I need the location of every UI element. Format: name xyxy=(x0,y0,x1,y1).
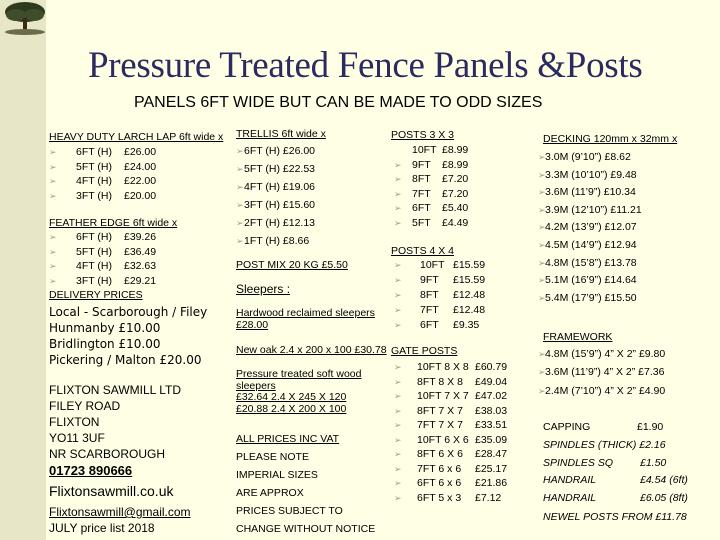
arrow-bullet-icon: ➢ xyxy=(49,147,57,157)
handrail-price: £6.05 (8ft) xyxy=(640,492,688,504)
arrow-bullet-icon: ➢ xyxy=(394,449,402,459)
gate-post-price: £21.86 xyxy=(475,477,508,489)
post-mix-price: POST MIX 20 KG £5.50 xyxy=(236,259,348,271)
arrow-bullet-icon: ➢ xyxy=(394,290,402,300)
decking-row: 4.8M (15’8”) £13.78 xyxy=(545,256,637,269)
capping-price: £1.90 xyxy=(637,421,664,433)
row-price: £29.21 xyxy=(124,274,157,287)
gate-post-price: £33.51 xyxy=(475,419,508,431)
row-size: 3FT (H) xyxy=(76,189,112,202)
arrow-bullet-icon: ➢ xyxy=(394,188,402,199)
section-heading-trellis: TRELLIS 6ft wide x xyxy=(236,128,326,140)
arrow-bullet-icon: ➢ xyxy=(538,386,546,396)
website-link: Flixtonsawmill.co.uk xyxy=(49,483,174,499)
row-size: 6FT (H) xyxy=(76,146,112,158)
row-price: £22.00 xyxy=(124,175,157,187)
arrow-bullet-icon: ➢ xyxy=(394,478,402,488)
arrow-bullet-icon: ➢ xyxy=(538,367,546,377)
decking-row: 4.2M (13’9”) £12.07 xyxy=(545,221,637,234)
row-price: £20.00 xyxy=(124,189,157,202)
arrow-bullet-icon: ➢ xyxy=(538,349,546,359)
softwood-sleepers-line: Pressure treated soft wood xyxy=(236,368,362,380)
trellis-row: 5FT (H) £22.53 xyxy=(244,163,316,175)
row-size: 6FT (H) xyxy=(76,231,112,243)
arrow-bullet-icon: ➢ xyxy=(236,200,244,210)
newel-posts: NEWEL POSTS FROM £11.78 xyxy=(543,511,687,523)
arrow-bullet-icon: ➢ xyxy=(538,169,546,180)
post-price: £7.20 xyxy=(442,187,469,200)
post-size: 10FT xyxy=(420,259,445,271)
arrow-bullet-icon: ➢ xyxy=(394,217,402,228)
section-heading-posts-4x4: POSTS 4 X 4 xyxy=(391,245,455,257)
row-price: £39.26 xyxy=(124,231,157,243)
notice-line: CHANGE WITHOUT NOTICE xyxy=(236,523,376,535)
arrow-bullet-icon: ➢ xyxy=(538,187,546,198)
trellis-row: 2FT (H) £12.13 xyxy=(244,217,316,229)
post-price: £7.20 xyxy=(442,173,469,185)
arrow-bullet-icon: ➢ xyxy=(538,275,546,286)
row-size: 4FT (H) xyxy=(76,260,112,272)
post-price: £8.99 xyxy=(442,158,469,171)
decking-row: 3.3M (10’10”) £9.48 xyxy=(545,168,637,181)
address-line: FLIXTON xyxy=(49,415,100,429)
left-sidebar-band xyxy=(0,0,46,540)
delivery-line: Bridlington £10.00 xyxy=(49,337,161,351)
delivery-line: Local - Scarborough / Filey xyxy=(49,305,208,319)
decking-row: 3.6M (11’9”) £10.34 xyxy=(545,186,636,199)
arrow-bullet-icon: ➢ xyxy=(394,260,402,270)
section-heading-framework: FRAMEWORK xyxy=(543,331,613,343)
vat-notice: ALL PRICES INC VAT xyxy=(236,433,340,445)
row-size: 5FT (H) xyxy=(76,245,112,258)
capping-label: CAPPING xyxy=(543,421,591,433)
section-heading-heavy-duty: HEAVY DUTY LARCH LAP 6ft wide x xyxy=(49,131,224,143)
arrow-bullet-icon: ➢ xyxy=(538,240,546,250)
address-line: FILEY ROAD xyxy=(49,399,121,413)
spindles-thick: SPINDLES (THICK) £2.16 xyxy=(543,439,666,451)
section-heading-decking: DECKING 120mm x 32mm x xyxy=(543,133,678,145)
arrow-bullet-icon: ➢ xyxy=(49,176,57,186)
decking-row: 5.4M (17’9”) £15.50 xyxy=(545,291,637,304)
arrow-bullet-icon: ➢ xyxy=(49,161,57,172)
arrow-bullet-icon: ➢ xyxy=(394,376,402,387)
arrow-bullet-icon: ➢ xyxy=(394,434,402,445)
post-price: £4.49 xyxy=(442,216,469,229)
gate-post-size: 8FT 8 X 8 xyxy=(417,375,463,388)
arrow-bullet-icon: ➢ xyxy=(538,152,546,162)
gate-post-price: £60.79 xyxy=(475,361,508,373)
address-line: NR SCARBOROUGH xyxy=(49,447,166,461)
arrow-bullet-icon: ➢ xyxy=(49,275,57,286)
post-size: 6FT xyxy=(412,202,431,214)
gate-post-size: 7FT 7 X 7 xyxy=(417,419,463,431)
arrow-bullet-icon: ➢ xyxy=(538,257,546,268)
post-price: £15.59 xyxy=(453,274,486,286)
post-price: £12.48 xyxy=(453,304,486,316)
arrow-bullet-icon: ➢ xyxy=(49,246,57,257)
post-price: £8.99 xyxy=(442,144,469,156)
arrow-bullet-icon: ➢ xyxy=(538,222,546,233)
row-price: £36.49 xyxy=(124,245,157,258)
arrow-bullet-icon: ➢ xyxy=(236,164,244,174)
arrow-bullet-icon: ➢ xyxy=(394,391,402,401)
post-size: 8FT xyxy=(412,173,431,185)
softwood-sleepers-line: £32.64 2.4 X 245 X 120 xyxy=(236,391,347,403)
arrow-bullet-icon: ➢ xyxy=(394,492,402,503)
page-title: Pressure Treated Fence Panels &Posts xyxy=(88,45,643,86)
gate-post-price: £25.17 xyxy=(475,462,508,475)
arrow-bullet-icon: ➢ xyxy=(236,182,244,192)
arrow-bullet-icon: ➢ xyxy=(538,292,546,303)
post-size: 7FT xyxy=(412,187,431,200)
notice-line: PRICES SUBJECT TO xyxy=(236,505,343,517)
post-size: 9FT xyxy=(420,274,439,286)
delivery-line: Pickering / Malton £20.00 xyxy=(49,353,202,367)
gate-post-size: 7FT 6 x 6 xyxy=(417,462,462,475)
address-line: FLIXTON SAWMILL LTD xyxy=(49,383,182,397)
arrow-bullet-icon: ➢ xyxy=(394,275,402,285)
section-heading-gate-posts: GATE POSTS xyxy=(391,345,458,357)
delivery-line: Hunmanby £10.00 xyxy=(49,321,161,335)
post-price: £9.35 xyxy=(453,319,480,331)
section-heading-delivery: DELIVERY PRICES xyxy=(49,289,143,301)
handrail-price: £4.54 (6ft) xyxy=(640,474,688,486)
notice-line: ARE APPROX xyxy=(236,487,304,499)
hardwood-sleepers-label: Hardwood reclaimed sleepers xyxy=(236,307,375,319)
softwood-sleepers-line: £20.88 2.4 X 200 X 100 xyxy=(236,402,347,415)
section-heading-sleepers: Sleepers : xyxy=(236,282,291,296)
email-link: Flixtonsawmill@gmail.com xyxy=(49,505,191,519)
gate-post-price: £7.12 xyxy=(475,491,502,504)
row-size: 5FT (H) xyxy=(76,160,112,173)
framework-row: 3.6M (11’9”) 4” X 2” £7.36 xyxy=(545,366,665,378)
spindles-sq-price: £1.50 xyxy=(640,457,667,469)
phone-number: 01723 890666 xyxy=(49,463,133,478)
arrow-bullet-icon: ➢ xyxy=(236,218,244,228)
post-price: £15.59 xyxy=(453,259,486,271)
arrow-bullet-icon: ➢ xyxy=(394,405,402,416)
post-size: 6FT xyxy=(420,319,439,331)
trellis-row: 3FT (H) £15.60 xyxy=(244,199,316,211)
decking-row: 5.1M (16’9”) £14.64 xyxy=(545,274,637,287)
framework-row: 2.4M (7’10”) 4” X 2” £4.90 xyxy=(545,385,666,397)
spindles-sq-label: SPINDLES SQ xyxy=(543,457,614,469)
trellis-row: 6FT (H) £26.00 xyxy=(244,145,316,157)
arrow-bullet-icon: ➢ xyxy=(394,305,402,315)
address-line: YO11 3UF xyxy=(49,431,105,445)
new-oak-sleepers: New oak 2.4 x 200 x 100 £30.78 xyxy=(236,344,387,356)
row-size: 3FT (H) xyxy=(76,274,112,287)
gate-post-size: 8FT 6 X 6 xyxy=(417,448,463,460)
arrow-bullet-icon: ➢ xyxy=(538,204,546,215)
arrow-bullet-icon: ➢ xyxy=(394,159,402,170)
hardwood-sleepers-price: £28.00 xyxy=(236,319,269,331)
page-subtitle: PANELS 6FT WIDE BUT CAN BE MADE TO ODD SIZES xyxy=(134,94,543,111)
notice-line: PLEASE NOTE xyxy=(236,451,309,463)
softwood-sleepers-line: sleepers xyxy=(236,379,276,392)
post-size: 9FT xyxy=(412,158,431,171)
row-size: 4FT (H) xyxy=(76,175,112,187)
trellis-row: 1FT (H) £8.66 xyxy=(244,235,310,247)
price-list-date: JULY price list 2018 xyxy=(49,521,155,535)
arrow-bullet-icon: ➢ xyxy=(394,320,402,330)
post-size: 8FT xyxy=(420,289,439,301)
row-price: £32.63 xyxy=(124,260,157,272)
arrow-bullet-icon: ➢ xyxy=(394,203,402,213)
arrow-bullet-icon: ➢ xyxy=(394,174,402,184)
gate-post-size: 10FT 8 X 8 xyxy=(417,361,469,373)
tree-logo-icon xyxy=(2,0,48,38)
post-size: 7FT xyxy=(420,304,439,316)
decking-row: 3.0M (9’10”) £8.62 xyxy=(545,151,631,163)
gate-post-price: £28.47 xyxy=(475,448,508,460)
post-size: 5FT xyxy=(412,216,431,229)
row-price: £24.00 xyxy=(124,160,157,173)
gate-post-size: 8FT 7 X 7 xyxy=(417,404,463,417)
gate-post-price: £35.09 xyxy=(475,433,508,446)
arrow-bullet-icon: ➢ xyxy=(394,362,402,372)
post-size: 10FT xyxy=(412,144,437,156)
post-price: £5.40 xyxy=(442,202,469,214)
gate-post-price: £47.02 xyxy=(475,390,508,402)
gate-post-size: 10FT 6 X 6 xyxy=(417,433,469,446)
gate-post-price: £49.04 xyxy=(475,375,508,388)
gate-post-size: 6FT 5 x 3 xyxy=(417,491,462,504)
decking-row: 4.5M (14’9”) £12.94 xyxy=(545,239,637,251)
arrow-bullet-icon: ➢ xyxy=(49,261,57,271)
arrow-bullet-icon: ➢ xyxy=(49,232,57,242)
decking-row: 3.9M (12’10”) £11.21 xyxy=(545,203,642,216)
handrail-label: HANDRAIL xyxy=(543,492,597,504)
trellis-row: 4FT (H) £19.06 xyxy=(244,181,316,193)
arrow-bullet-icon: ➢ xyxy=(394,463,402,474)
arrow-bullet-icon: ➢ xyxy=(236,146,244,156)
arrow-bullet-icon: ➢ xyxy=(394,420,402,430)
section-heading-feather-edge: FEATHER EDGE 6ft wide x xyxy=(49,217,178,229)
gate-post-size: 10FT 7 X 7 xyxy=(417,390,469,402)
arrow-bullet-icon: ➢ xyxy=(49,190,57,201)
gate-post-size: 6FT 6 x 6 xyxy=(417,477,462,489)
notice-line: IMPERIAL SIZES xyxy=(236,469,318,481)
framework-row: 4.8M (15’9”) 4” X 2” £9.80 xyxy=(545,348,666,360)
section-heading-posts-3x3: POSTS 3 X 3 xyxy=(391,129,455,141)
handrail-label: HANDRAIL xyxy=(543,474,597,486)
post-price: £12.48 xyxy=(453,289,486,301)
row-price: £26.00 xyxy=(124,146,157,158)
arrow-bullet-icon: ➢ xyxy=(236,236,244,246)
gate-post-price: £38.03 xyxy=(475,404,508,417)
